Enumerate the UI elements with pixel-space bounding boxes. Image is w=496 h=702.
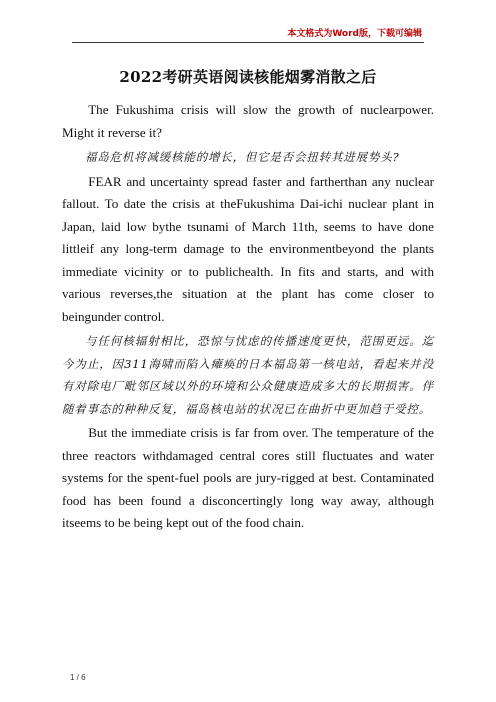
document-title: 2022考研英语阅读核能烟雾消散之后 (119, 68, 377, 86)
paragraph-zh-2: 与任何核辐射相比，恐惊与忧虑的传播速度更快，范围更远。迄今为止，因311海啸而陷入瘫痪的日本福岛第一核电站，看起来并没有对除电厂毗邻区域以外的环境和公众健康造成多大的长期损害。伴随着事态的种种反复，福岛核电站的状况已在曲折中更加趋于受控。 (62, 334, 434, 416)
document-body (62, 99, 434, 537)
page-number: 1 / 6 (70, 673, 86, 682)
paragraph-en-2: FEAR and uncertainty spread faster and fartherthan any nuclear fallout. To date the crisis at theFukushima Dai-ichi nuclear plant in Japan, laid low bythe tsunami of March 11th, seems to have done littleif any long-term damage to the environmentbeyond the plants immediate vicinity or to publichealth. In fits and starts, and with various reverses,the situation at the plant has come closer to beingunder control. (62, 173, 434, 324)
paragraph-zh-1: 福岛危机将减缓核能的增长，但它是否会扭转其进展势头? (85, 150, 400, 164)
paragraph-en-3: But the immediate crisis is far from over. The temperature of the three reactors withdamaged central cores still fluctuates and water systems for the spent-fuel pools are jury-rigged at best. Contaminated food has been found a disconcertingly long way away, although itseems to be being kept out of the food chain. (62, 425, 434, 530)
header-divider (72, 42, 424, 43)
header-note: 本文格式为Word版，下载可编辑 (287, 29, 422, 39)
paragraph-en-1: The Fukushima crisis will slow the growth of nuclearpower. Might it reverse it? (62, 102, 434, 140)
